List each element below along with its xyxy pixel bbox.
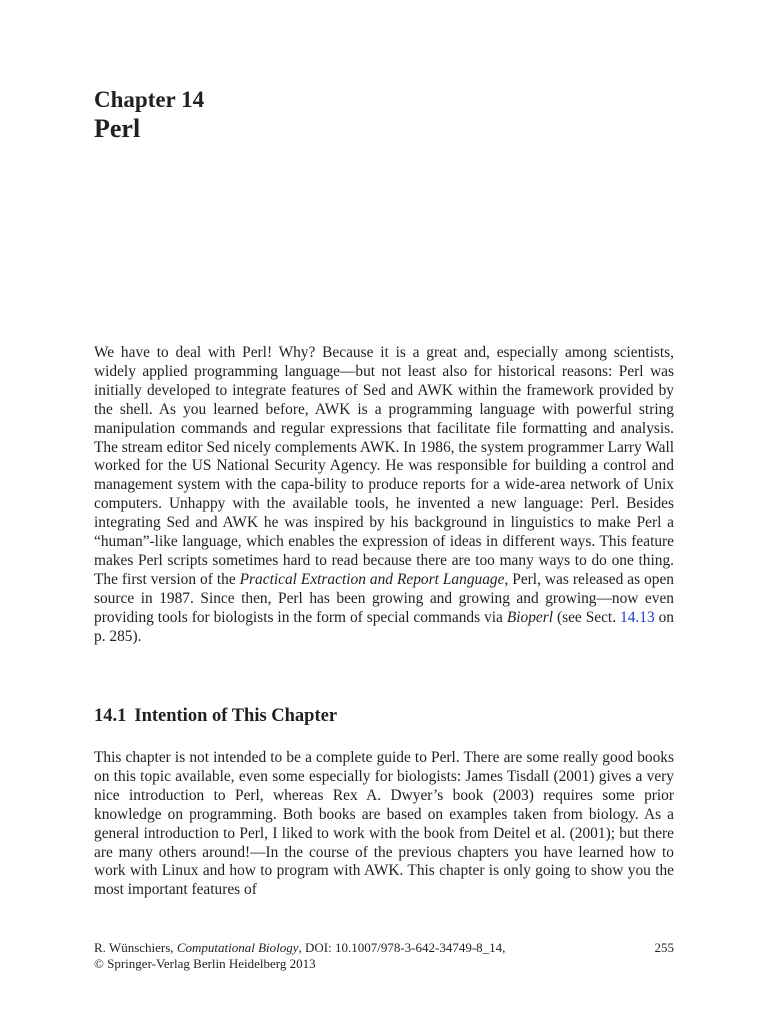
intro-text-4: on p. 285). (94, 608, 675, 645)
intro-paragraph (94, 344, 674, 647)
footer-book-title: Computational Biology (176, 940, 299, 955)
chapter-number: Chapter 14 (94, 87, 205, 112)
section-body-paragraph: This chapter is not intended to be a complete guide to Perl. There are some really good books on this topic available, even some especially for biologists: James Tisdall (2001) gives a very nice introduction to Perl, whereas Rex A. Dwyer’s book (2003) requires some prior knowledge on programming. Both books are based on examples taken from biology. As a general introduction to Perl, I liked to work with the book from Deitel et al. (2001); but there are many others around!—In the course of the previous chapters you have learned how to work with Linux and how to program with AWK. This chapter is only going to show you the most important features of (94, 749, 674, 899)
intro-text-1: We have to deal with Perl! Why? Because it is a great and, especially among scientists, widely applied programming language—but not least also for historical reasons: Perl was initially developed to integrate features of Sed and AWK within the framework provided by the shell. As you learned before, AWK is a programming language with powerful string manipulation commands and regular expressions that facilitate file formatting and analysis. The stream editor Sed nicely complements AWK. In 1986, the system programmer Larry Wall worked for the US National Security Agency. He was responsible for building a control and management system with the capa-bility to produce reports for a wide-area network of Unix computers. Unhappy with the available tools, he invented a new language: Perl. Besides integrating Sed and AWK he was inspired by his background in linguistics to make Perl a “human”-like language, which enables the expression of ideas in different ways. This feature makes Perl scripts sometimes hard to read because there are too many ways to do one thing. The first version of the (94, 344, 674, 588)
section-crossref-link[interactable]: 14.13 (620, 608, 655, 626)
page-footer (94, 940, 674, 972)
intro-text-3: (see Sect. (553, 608, 621, 626)
page-number: 255 (654, 940, 674, 955)
section-number: 14.1 (94, 706, 127, 726)
chapter-title: Perl (94, 114, 141, 143)
copyright-line: © Springer-Verlag Berlin Heidelberg 2013 (94, 956, 316, 971)
intro-italic-bioperl: Bioperl (506, 608, 554, 626)
section-heading (94, 704, 337, 728)
intro-italic-title: Practical Extraction and Report Language (239, 570, 505, 588)
footer-author: R. Wünschiers, (94, 940, 177, 955)
citation-line (94, 940, 674, 956)
footer-doi: , DOI: 10.1007/978-3-642-34749-8_14, (298, 940, 506, 955)
section-title: Intention of This Chapter (134, 706, 338, 726)
intro-text-2: , Perl, was released as open source in 1987. Since then, Perl has been growing and growing and growing—now even providing tools for biologists in the form of special commands via (94, 570, 675, 626)
